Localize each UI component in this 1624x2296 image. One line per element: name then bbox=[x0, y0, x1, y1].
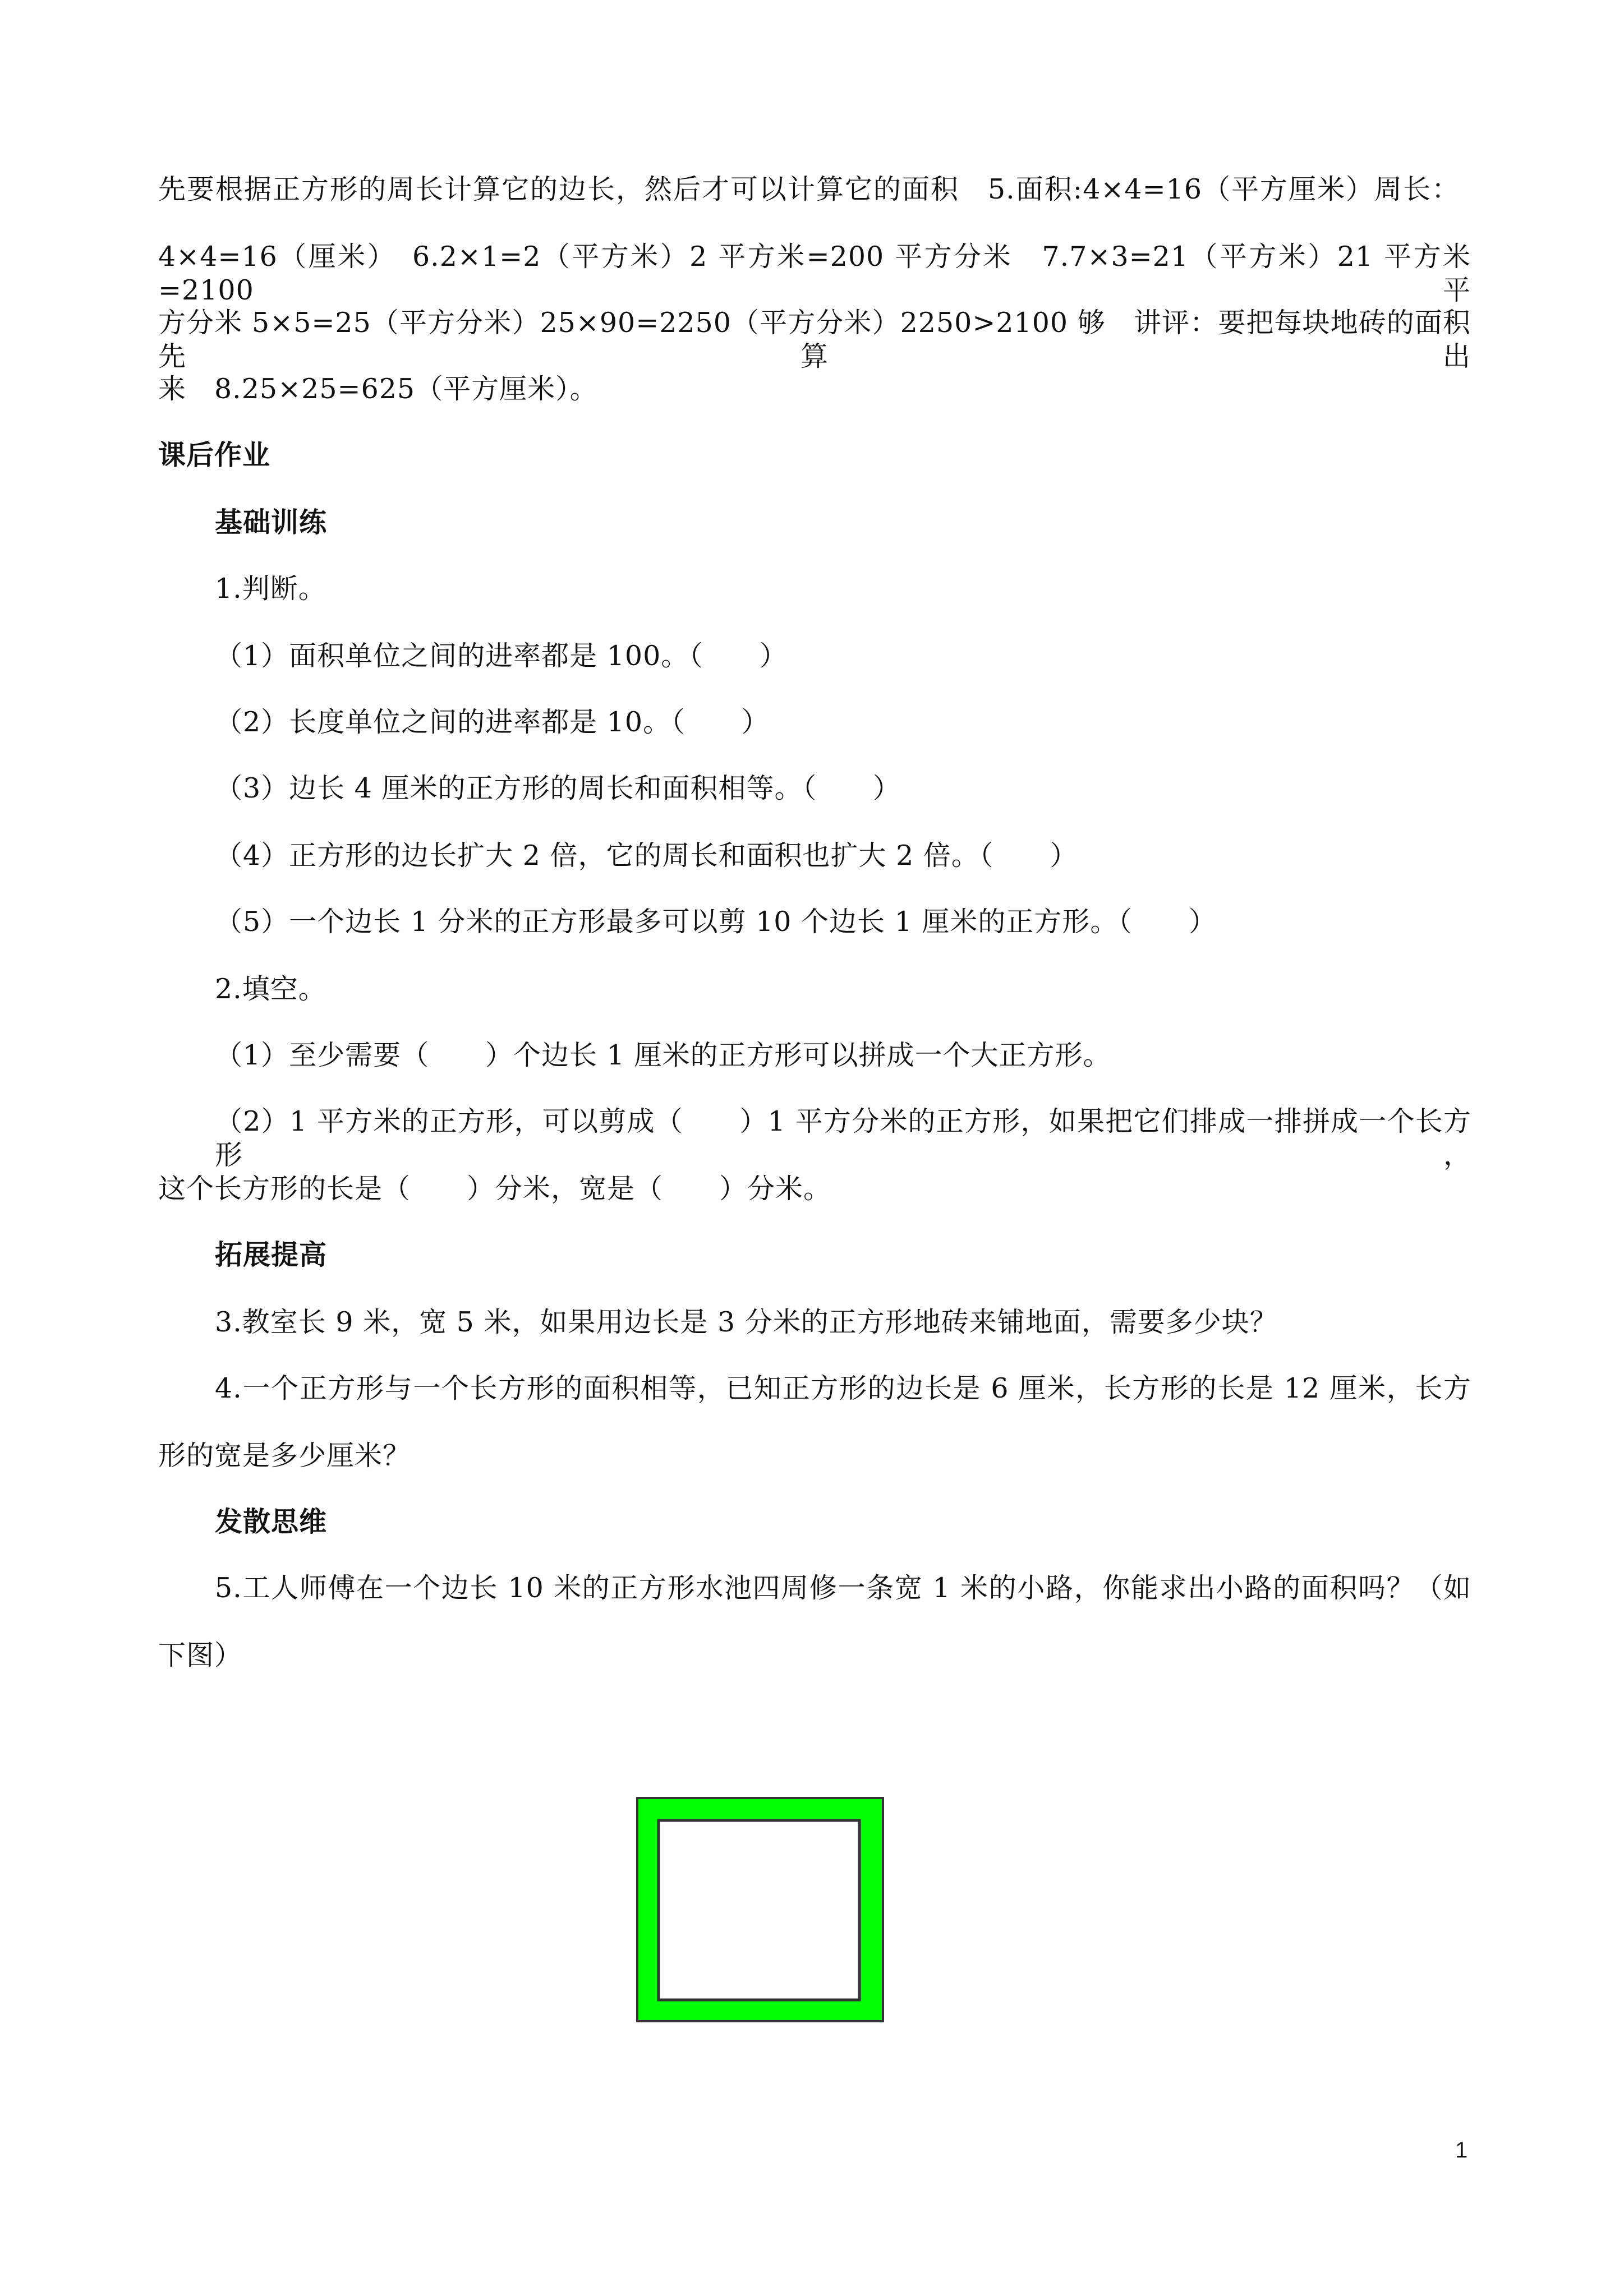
question-4-line-1: 4.一个正方形与一个长方形的面积相等，已知正方形的边长是 6 厘米，长方形的长是 12 厘米，长方 bbox=[215, 1372, 1471, 1404]
basic-training-heading: 基础训练 bbox=[215, 506, 328, 538]
question-1-item-3: （3）边长 4 厘米的正方形的周长和面积相等。（ ） bbox=[215, 772, 901, 804]
answer-line-1: 先要根据正方形的周长计算它的边长，然后才可以计算它的面积 5.面积:4×4=16（平方厘米）周长： bbox=[158, 173, 1460, 205]
answer-line-4: 来 8.25×25=625（平方厘米）。 bbox=[158, 373, 598, 405]
question-1-item-4: （4）正方形的边长扩大 2 倍，它的周长和面积也扩大 2 倍。（ ） bbox=[215, 840, 1078, 872]
question-1-item-1: （1）面积单位之间的进率都是 100。（ ） bbox=[215, 640, 788, 672]
answer-line-3: 方分米 5×5=25（平方分米）25×90=2250（平方分米）2250>2100 够 讲评：要把每块地砖的面积先算出 bbox=[158, 307, 1471, 372]
question-1-item-2: （2）长度单位之间的进率都是 10。（ ） bbox=[215, 706, 770, 738]
question-5-line-1: 5.工人师傅在一个边长 10 米的正方形水池四周修一条宽 1 米的小路，你能求出小路的面积吗？（如 bbox=[215, 1572, 1471, 1604]
question-2-title: 2.填空。 bbox=[215, 973, 326, 1005]
pool-path-figure bbox=[634, 1795, 886, 2025]
question-1-item-5: （5）一个边长 1 分米的正方形最多可以剪 10 个边长 1 厘米的正方形。（ ） bbox=[215, 906, 1217, 938]
question-3: 3.教室长 9 米，宽 5 米，如果用边长是 3 分米的正方形地砖来铺地面，需要多少块？ bbox=[215, 1306, 1278, 1338]
extension-heading: 拓展提高 bbox=[215, 1239, 328, 1271]
divergent-thinking-heading: 发散思维 bbox=[215, 1506, 328, 1538]
question-2-item-2-line-2: 这个长方形的长是（ ）分米，宽是（ ）分米。 bbox=[158, 1173, 832, 1205]
pool-path-diagram bbox=[634, 1795, 886, 2025]
pool-area bbox=[659, 1820, 859, 2000]
question-5-line-2: 下图） bbox=[158, 1639, 243, 1671]
page-number: 1 bbox=[1455, 2138, 1468, 2163]
question-1-title: 1.判断。 bbox=[215, 573, 326, 605]
homework-heading: 课后作业 bbox=[158, 439, 271, 471]
answer-line-2: 4×4=16（厘米） 6.2×1=2（平方米）2 平方米=200 平方分米 7.7×3=21（平方米）21 平方米=2100 平 bbox=[158, 241, 1471, 306]
question-2-item-1: （1）至少需要（ ）个边长 1 厘米的正方形可以拼成一个大正方形。 bbox=[215, 1039, 1111, 1071]
question-4-line-2: 形的宽是多少厘米？ bbox=[158, 1440, 411, 1472]
question-2-item-2-line-1: （2）1 平方米的正方形，可以剪成（ ）1 平方分米的正方形，如果把它们排成一排拼成一个长方形， bbox=[215, 1105, 1471, 1171]
